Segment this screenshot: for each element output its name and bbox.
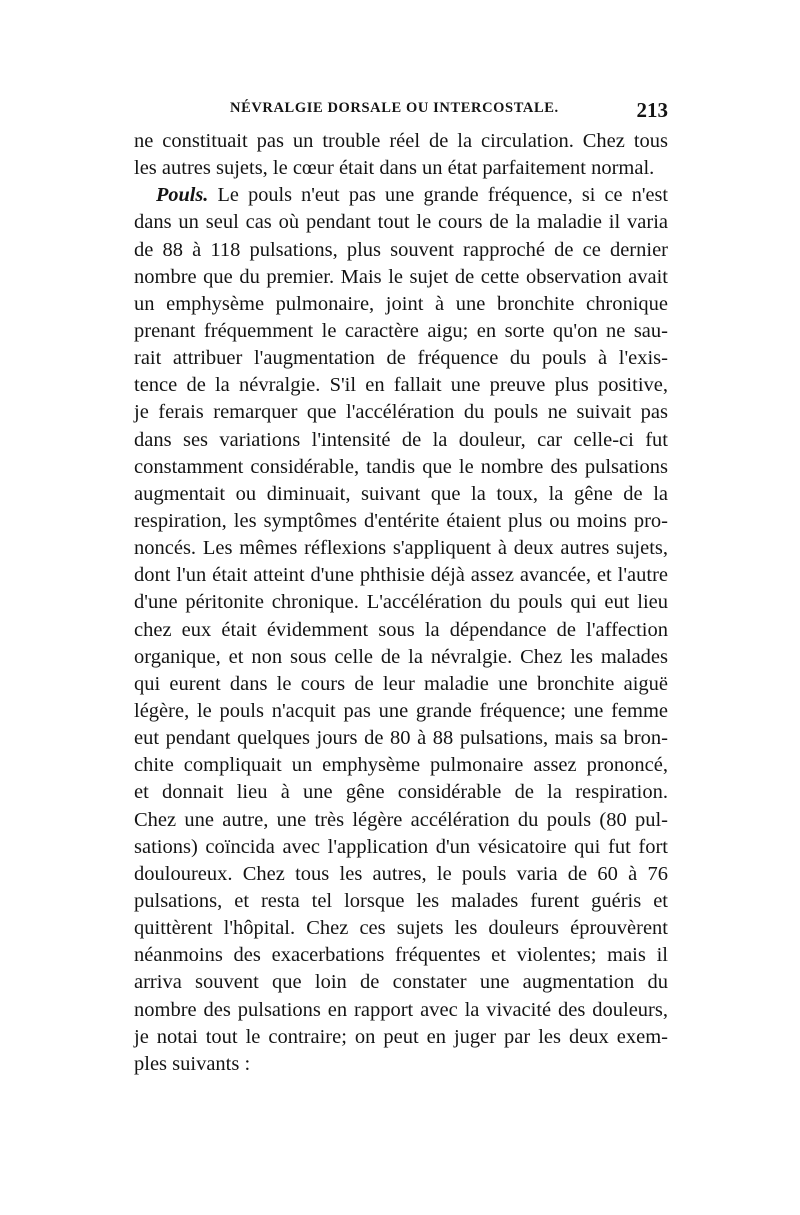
text-line: les autres sujets, le cœur était dans un état parfaitement normal.: [134, 157, 655, 180]
text-line: douloureux. Chez tous les autres, le pouls varia de 60 à 76: [134, 862, 668, 885]
text-line: chez eux était évidemment sous la dépendance de l'affection: [134, 618, 668, 641]
text-line: chite compliquait un emphysème pulmonaire assez prononcé,: [134, 754, 668, 777]
text-line: d'une péritonite chronique. L'accélération du pouls qui eut lieu: [134, 591, 668, 614]
text-line: ne constituait pas un trouble réel de la circulation. Chez tous: [134, 130, 668, 152]
text-line: rait attribuer l'augmentation de fréquence du pouls à l'exis-: [134, 347, 668, 370]
text-line: prenant fréquemment le caractère aigu; en sorte qu'on ne sau-: [134, 319, 668, 342]
text-line: qui eurent dans le cours de leur maladie une bronchite aiguë: [134, 672, 668, 695]
text-line: noncés. Les mêmes réflexions s'appliquent à deux autres sujets,: [134, 537, 668, 560]
text-line: nombre des pulsations en rapport avec la vivacité des douleurs,: [134, 998, 668, 1021]
text-line: légère, le pouls n'acquit pas une grande fréquence; une femme: [134, 699, 668, 722]
text-line: tence de la névralgie. S'il en fallait une preuve plus positive,: [134, 374, 668, 397]
text-line: dans ses variations l'intensité de la douleur, car celle-ci fut: [134, 428, 668, 451]
text-line: néanmoins des exacerbations fréquentes et violentes; mais il: [134, 944, 668, 967]
page-number: 213: [636, 98, 668, 122]
text-line: de 88 à 118 pulsations, plus souvent rapproché de ce dernier: [134, 238, 668, 261]
text-line: augmentait ou diminuait, suivant que la toux, la gêne de la: [134, 482, 668, 505]
text-line: et donnait lieu à une gêne considérable de la respiration.: [134, 781, 668, 804]
text-line: dont l'un était atteint d'une phthisie déjà assez avancée, et l'autre: [134, 564, 668, 587]
body-text: [134, 128, 668, 1078]
running-header: [134, 98, 668, 124]
running-title: NÉVRALGIE DORSALE OU INTERCOSTALE.: [230, 100, 559, 116]
section-lead-italic: Pouls.: [156, 184, 209, 207]
text-line-remainder: Le pouls n'eut pas une grande fréquence, si ce n'est: [217, 184, 668, 207]
text-line: je ferais remarquer que l'accélération du pouls ne suivait pas: [134, 401, 668, 424]
text-line: organique, et non sous celle de la névralgie. Chez les malades: [134, 645, 668, 668]
text-line: je notai tout le contraire; on peut en juger par les deux exem-: [134, 1025, 668, 1048]
text-line: respiration, les symptômes d'entérite étaient plus ou moins pro-: [134, 509, 668, 532]
text-line: eut pendant quelques jours de 80 à 88 pulsations, mais sa bron-: [134, 727, 668, 750]
text-line: quittèrent l'hôpital. Chez ces sujets les douleurs éprouvèrent: [134, 917, 668, 940]
text-line: Chez une autre, une très légère accélération du pouls (80 pul-: [134, 808, 668, 831]
text-line: dans un seul cas où pendant tout le cours de la maladie il varia: [134, 211, 668, 234]
text-line: ples suivants :: [134, 1052, 251, 1075]
text-line: nombre que du premier. Mais le sujet de cette observation avait: [134, 265, 668, 288]
text-line: constamment considérable, tandis que le nombre des pulsations: [134, 455, 668, 478]
text-line: pulsations, et resta tel lorsque les malades furent guéris et: [134, 889, 668, 912]
text-line: [134, 182, 668, 209]
text-line: un emphysème pulmonaire, joint à une bronchite chronique: [134, 292, 668, 315]
text-line: sations) coïncida avec l'application d'un vésicatoire qui fut fort: [134, 835, 668, 858]
text-line: arriva souvent que loin de constater une augmentation du: [134, 971, 668, 994]
